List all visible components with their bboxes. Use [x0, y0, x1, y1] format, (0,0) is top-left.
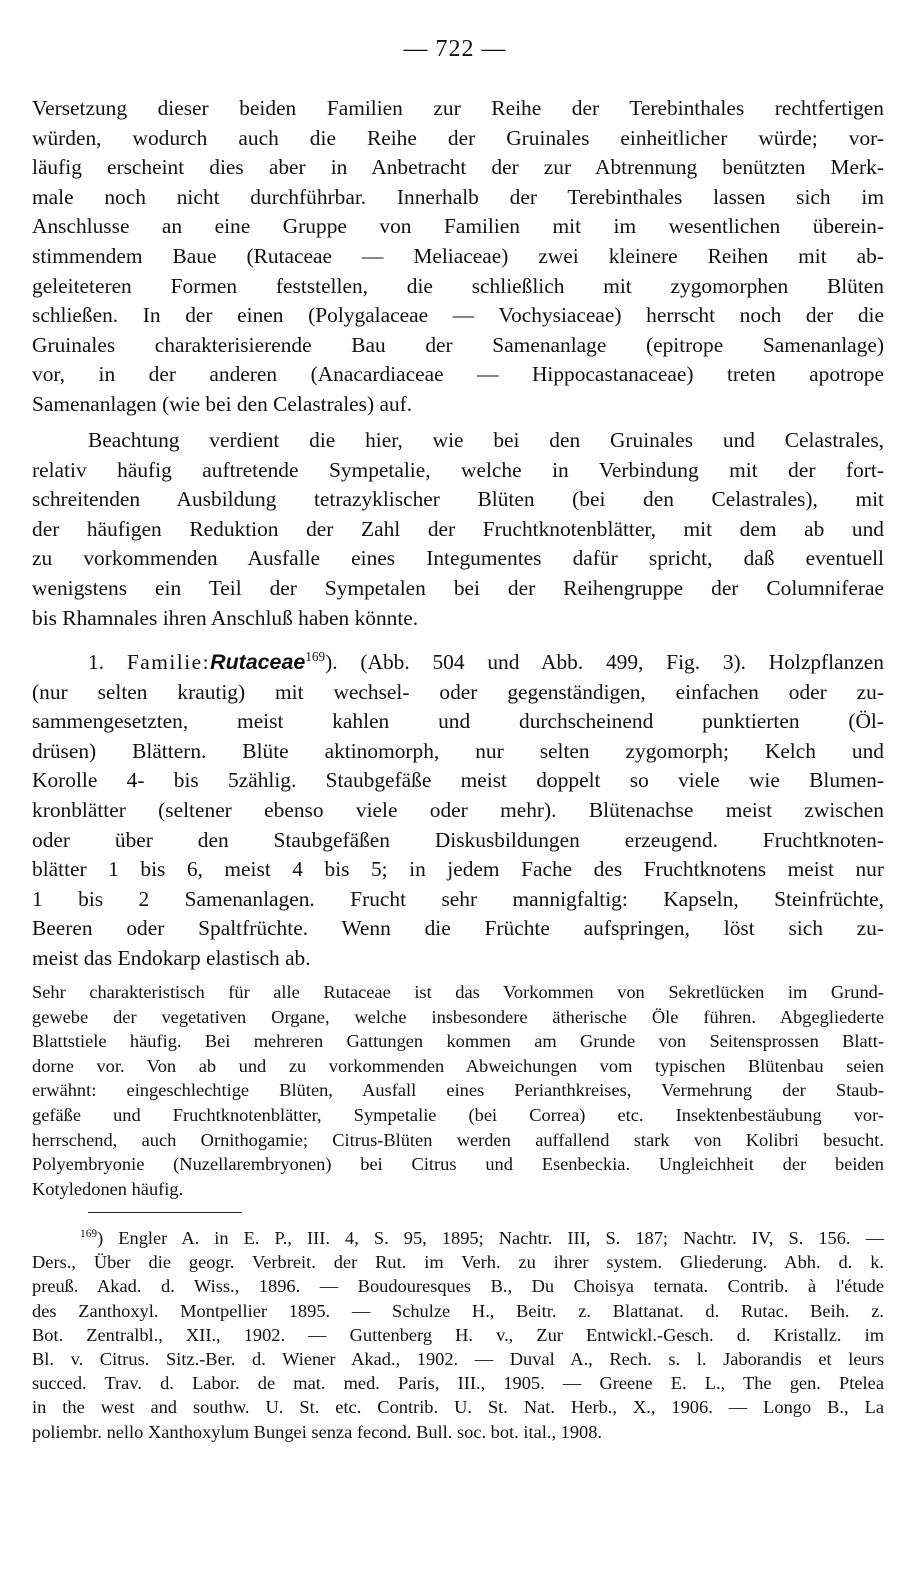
text-line: Bot. Zentralbl., XII., 1902. — Guttenberg H. v., Zur Entwickl.-Gesch. d. Kristallz. im — [32, 1324, 884, 1345]
text-line: ). (Abb. 504 und Abb. 499, Fig. 3). Holzpflanzen — [325, 650, 884, 674]
paragraph-2 — [32, 426, 884, 633]
text-line: herrschend, auch Ornithogamie; Citrus-Blüten werden auffallend stark von Kolibri besucht. — [32, 1129, 884, 1150]
text-line: Blattstiele häufig. Bei mehreren Gattungen kommen am Grunde von Seitensprossen Blatt- — [32, 1031, 884, 1052]
family-number: 1. — [88, 650, 105, 674]
family-description — [32, 648, 884, 974]
text-line: geleiteteren Formen feststellen, die schließlich mit zygomorphen Blüten — [32, 273, 884, 298]
text-line: Samenanlagen (wie bei den Celastrales) auf. — [32, 391, 413, 416]
footnote-separator — [88, 1212, 242, 1213]
text-line: Anschlusse an eine Gruppe von Familien mit im wesentlichen überein- — [32, 214, 884, 239]
text-line: in the west and southw. U. St. etc. Contrib. U. St. Nat. Herb., X., 1906. — Longo B., La — [32, 1397, 884, 1418]
text-line: gefäße und Fruchtknotenblätter, Sympetalie (bei Correa) etc. Insektenbestäubung vor- — [32, 1104, 884, 1125]
text-line: poliembr. nello Xanthoxylum Bungei senza fecond. Bull. soc. bot. ital., 1908. — [32, 1421, 603, 1442]
footnote-marker: 169 — [80, 1227, 98, 1240]
text-line: Versetzung dieser beiden Familien zur Reihe der Terebinthales rechtfertigen — [32, 96, 884, 120]
text-line: Bl. v. Citrus. Sitz.-Ber. d. Wiener Akad., 1902. — Duval A., Rech. s. l. Jaborandis et leurs — [32, 1348, 884, 1369]
text-line: Beeren oder Spaltfrüchte. Wenn die Früchte aufspringen, löst sich zu- — [32, 916, 884, 941]
paragraph-1 — [32, 94, 884, 420]
text-line: sammengesetzten, meist kahlen und durchscheinend punktierten (Öl- — [32, 709, 884, 734]
small-print-paragraph — [32, 980, 884, 1201]
text-line: läufig erscheint dies aber in Anbetracht der zur Abtrennung benützten Merk- — [32, 155, 884, 180]
text-line: 1 bis 2 Samenanlagen. Frucht sehr mannigfaltig: Kapseln, Steinfrüchte, — [32, 886, 884, 911]
text-line: des Zanthoxyl. Montpellier 1895. — Schulze H., Beitr. z. Blattanat. d. Rutac. Beih. z. — [32, 1300, 884, 1321]
text-line: dorne vor. Von ab und zu vorkommenden Abweichungen vom typischen Blütenbau seien — [32, 1055, 884, 1076]
text-line: wenigstens ein Teil der Sympetalen bei der Reihengruppe der Columniferae — [32, 575, 884, 600]
text-line: Ders., Über die geogr. Verbreit. der Rut. im Verh. zu ihrer system. Gliederung. Abh. d. k. — [32, 1252, 884, 1273]
footnote-reference: 169 — [305, 648, 326, 664]
text-line: zu vorkommenden Ausfalle eines Integumentes dafür spricht, daß eventuell — [32, 546, 884, 571]
text-line: preuß. Akad. d. Wiss., 1896. — Boudouresques B., Du Choisya ternata. Contrib. à l'étude — [32, 1276, 884, 1297]
text-line: blätter 1 bis 6, meist 4 bis 5; in jedem Fache des Fruchtknotens meist nur — [32, 857, 884, 882]
text-line: Gruinales charakterisierende Bau der Samenanlage (epitrope Samenanlage) — [32, 332, 884, 357]
footnote-first-line — [32, 1226, 884, 1250]
text-line: bis Rhamnales ihren Anschluß haben könnte. — [32, 605, 419, 630]
text-line: Polyembryonie (Nuzellarembryonen) bei Citrus und Esenbeckia. Ungleichheit der beiden — [32, 1154, 884, 1175]
text-line: der häufigen Reduktion der Zahl der Fruchtknotenblätter, mit dem ab und — [32, 516, 884, 541]
text-line: ) Engler A. in E. P., III. 4, S. 95, 1895; Nachtr. III, S. 187; Nachtr. IV, S. 156. — — [97, 1228, 884, 1248]
family-name: Rutaceae — [210, 650, 306, 674]
text-line: erwähnt: eingeschlechtige Blüten, Ausfall eines Perianthkreises, Vermehrung der Staub- — [32, 1080, 884, 1101]
text-line: oder über den Staubgefäßen Diskusbildungen erzeugend. Fruchtknoten- — [32, 827, 884, 852]
text-line: drüsen) Blättern. Blüte aktinomorph, nur selten zygomorph; Kelch und — [32, 738, 884, 763]
text-line: vor, in der anderen (Anacardiaceae — Hippocastanaceae) treten apotrope — [32, 362, 884, 387]
family-heading-line — [32, 648, 884, 678]
text-line: Korolle 4- bis 5zählig. Staubgefäße meist doppelt so viele wie Blumen- — [32, 768, 884, 793]
footnote — [32, 1226, 884, 1444]
text-line: succed. Trav. d. Labor. de mat. med. Paris, III., 1905. — Greene E. L., The gen. Ptelea — [32, 1373, 884, 1394]
text-line: stimmendem Baue (Rutaceae — Meliaceae) zwei kleinere Reihen mit ab- — [32, 243, 884, 268]
text-line: Sehr charakteristisch für alle Rutaceae ist das Vorkommen von Sekretlücken im Grund- — [32, 982, 884, 1002]
text-line: male noch nicht durchführbar. Innerhalb der Terebinthales lassen sich im — [32, 184, 884, 209]
text-line: relativ häufig auftretende Sympetalie, welche in Verbindung mit der fort- — [32, 457, 884, 482]
page-number: — 722 — — [403, 36, 507, 62]
text-line: kronblätter (seltener ebenso viele oder mehr). Blütenachse meist zwischen — [32, 797, 884, 822]
text-line: (nur selten krautig) mit wechsel- oder gegenständigen, einfachen oder zu- — [32, 679, 884, 704]
family-label: Familie: — [126, 650, 211, 674]
text-line: schließen. In der einen (Polygalaceae — Vochysiaceae) herrscht noch der die — [32, 303, 884, 328]
text-line: gewebe der vegetativen Organe, welche insbesondere ätherische Öle führen. Abgegliederte — [32, 1006, 884, 1027]
text-line: schreitenden Ausbildung tetrazyklischer Blüten (bei den Celastrales), mit — [32, 487, 884, 512]
text-line: Kotyledonen häufig. — [32, 1178, 184, 1199]
text-line: meist das Endokarp elastisch ab. — [32, 945, 311, 970]
text-line: würden, wodurch auch die Reihe der Gruinales einheitlicher würde; vor- — [32, 125, 884, 150]
text-line: Beachtung verdient die hier, wie bei den Gruinales und Celastrales, — [88, 428, 884, 452]
